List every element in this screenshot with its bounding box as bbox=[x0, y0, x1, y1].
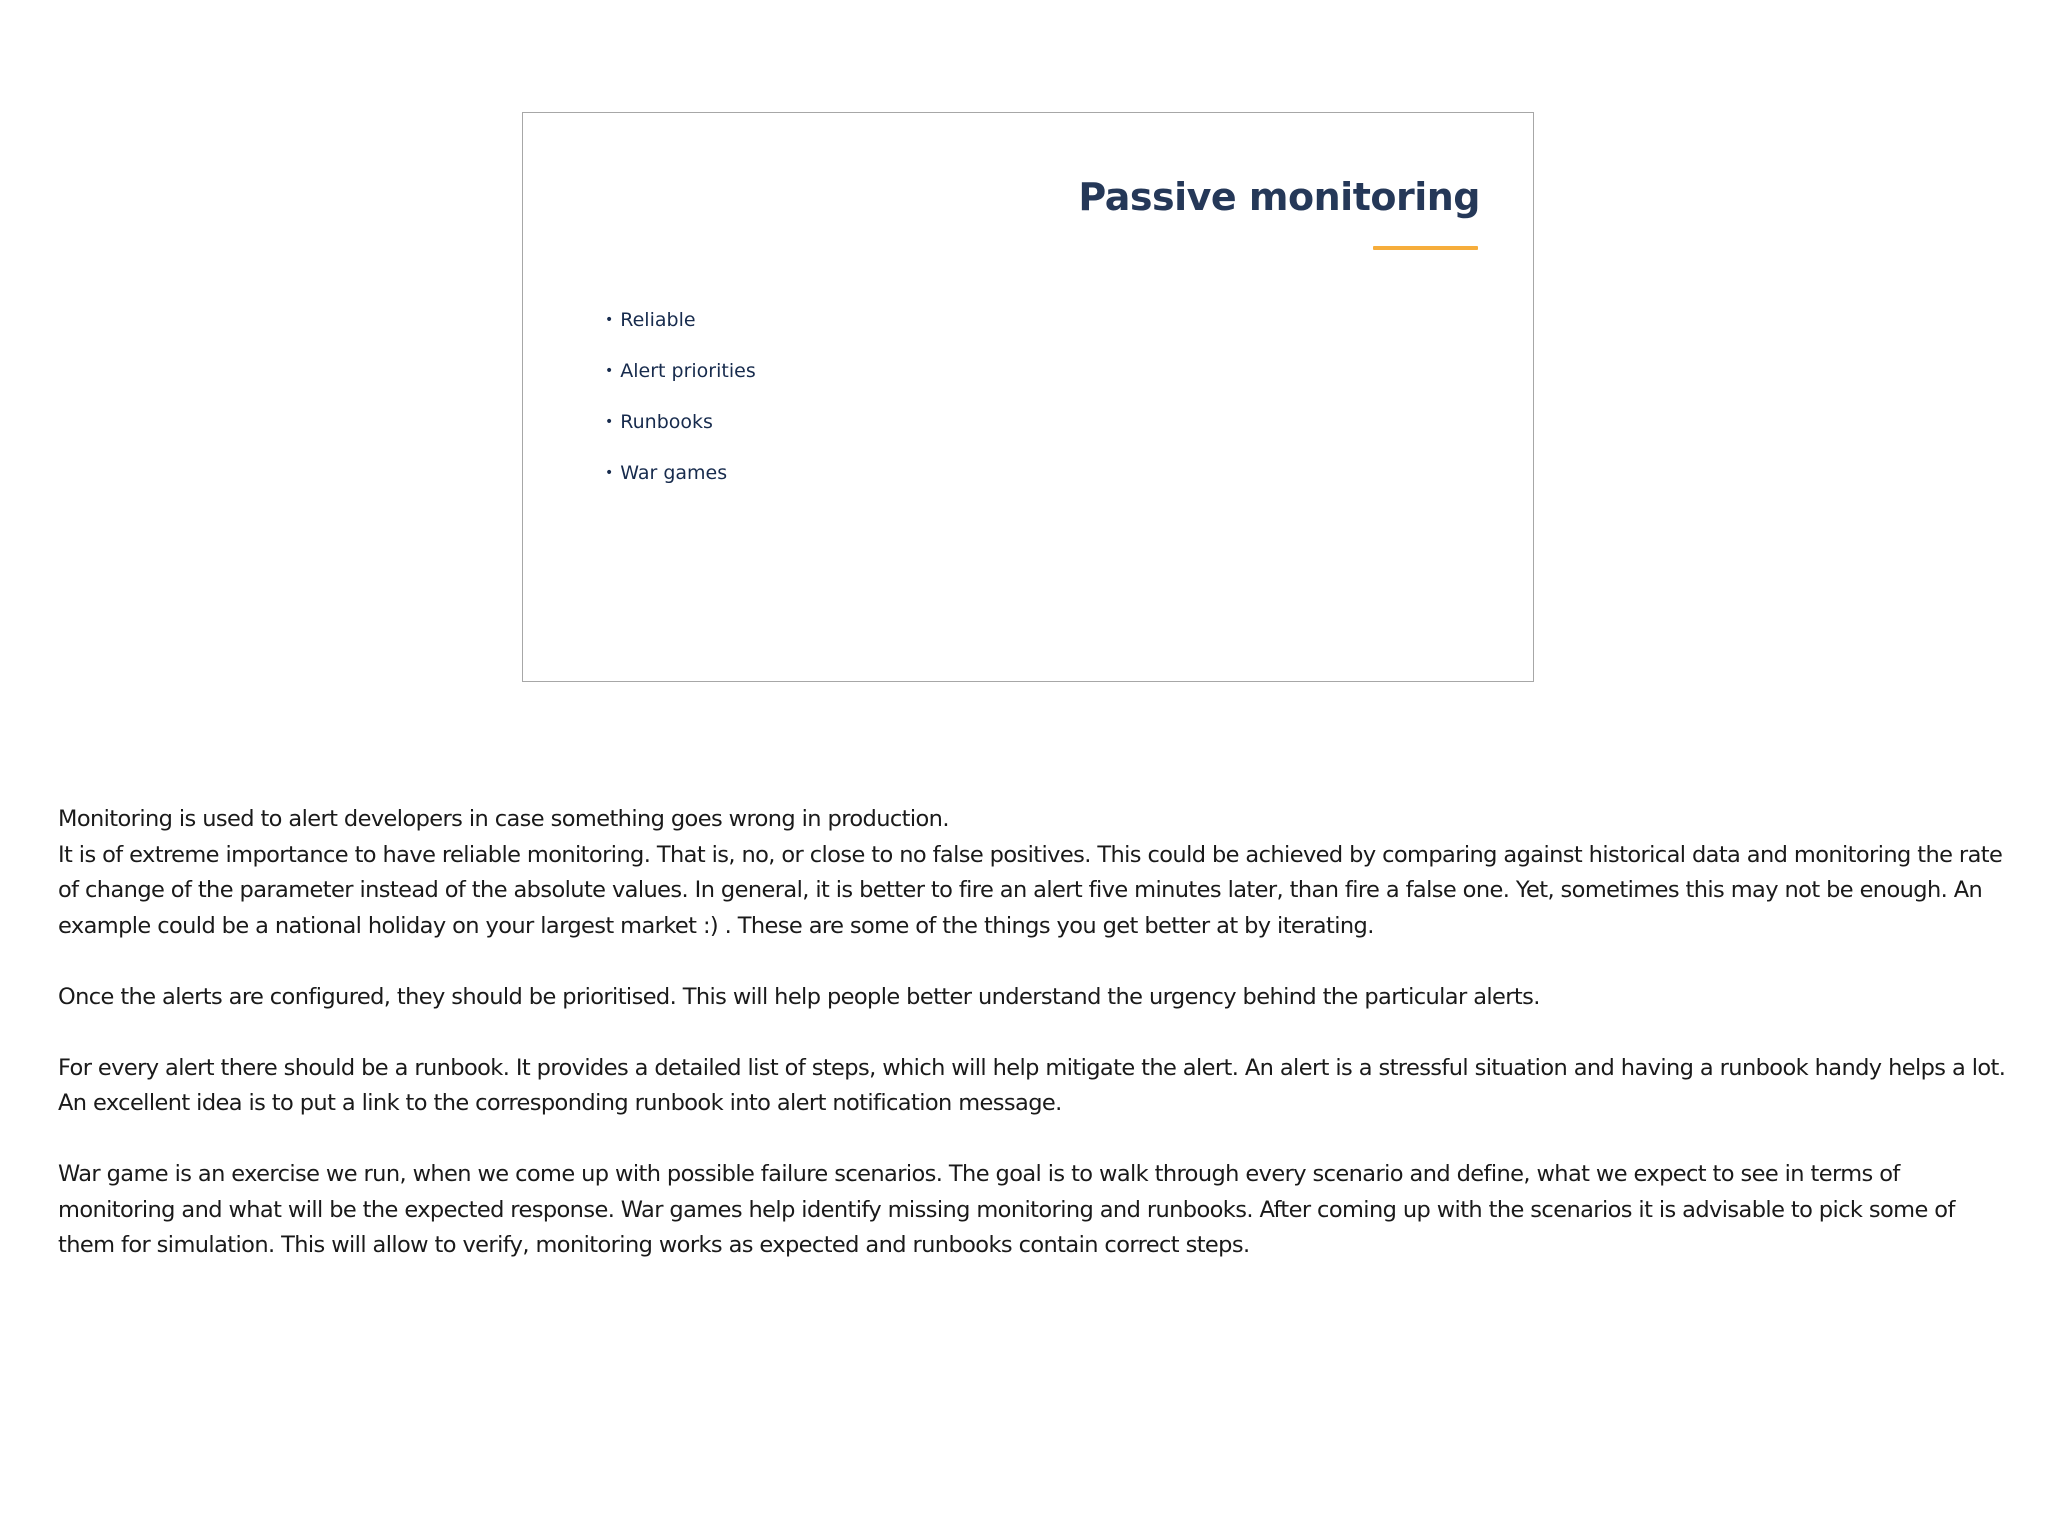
bullet-dot-icon: • bbox=[605, 465, 614, 481]
bullet-text: Runbooks bbox=[620, 411, 713, 433]
notes-paragraph-war-games: War game is an exercise we run, when we come up with possible failure scenarios. The goal is to walk through every scenario and define, what we expect to see in terms of monitoring and what will be the expected response. War games help identify missing monitoring and runbooks. After coming up with the scenarios it is advisable to pick some of them for simulation. This will allow to verify, monitoring works as expected and runbooks contain correct steps. bbox=[58, 1161, 1955, 1258]
bullet-text: War games bbox=[620, 462, 728, 484]
speaker-notes bbox=[58, 802, 2008, 1299]
bullet-item-war-games bbox=[605, 459, 756, 510]
notes-line-intro: Monitoring is used to alert developers in case something goes wrong in production. bbox=[58, 806, 949, 832]
slide-bullet-list bbox=[605, 306, 756, 510]
notes-paragraph-runbooks: For every alert there should be a runbook. It provides a detailed list of steps, which will help mitigate the alert. An alert is a stressful situation and having a runbook handy helps a lot. An excellent idea is to put a link to the corresponding runbook into alert notification message. bbox=[58, 1054, 2006, 1116]
bullet-dot-icon: • bbox=[605, 312, 614, 328]
bullet-text: Alert priorities bbox=[620, 360, 756, 382]
bullet-item-alert-priorities bbox=[605, 357, 756, 408]
bullet-item-runbooks bbox=[605, 408, 756, 459]
bullet-dot-icon: • bbox=[605, 414, 614, 430]
notes-paragraph-monitoring bbox=[58, 802, 2008, 944]
notes-line-reliable: It is of extreme importance to have reliable monitoring. That is, no, or close to no false positives. This could be achieved by comparing against historical data and monitoring the rate of change of the parameter instead of the absolute values. In general, it is better to fire an alert five minutes later, than fire a false one. Yet, sometimes this may not be enough. An example could be a national holiday on your largest market :) . These are some of the things you get better at by iterating. bbox=[58, 841, 2003, 939]
notes-paragraph-priorities: Once the alerts are configured, they should be prioritised. This will help people better understand the urgency behind the particular alerts. bbox=[58, 983, 1540, 1010]
bullet-text: Reliable bbox=[620, 309, 696, 331]
slide-title: Passive monitoring bbox=[1078, 175, 1480, 219]
bullet-item-reliable bbox=[605, 306, 756, 357]
bullet-dot-icon: • bbox=[605, 363, 614, 379]
slide-preview bbox=[522, 112, 1534, 682]
title-underline bbox=[1373, 246, 1478, 250]
